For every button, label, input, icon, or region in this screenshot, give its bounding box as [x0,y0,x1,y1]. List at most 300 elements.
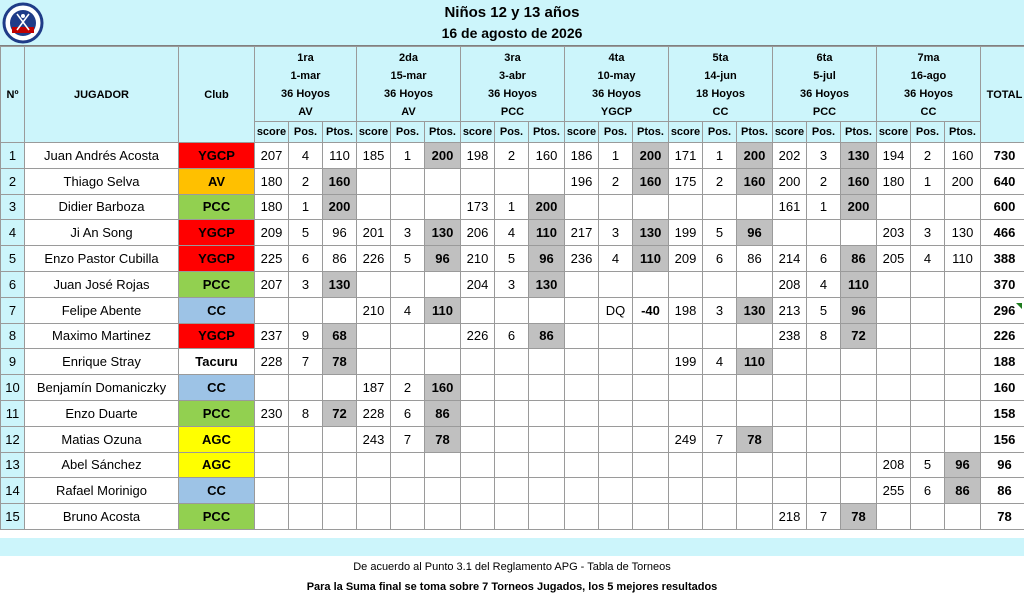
points-cell: 96 [841,297,877,323]
points-cell [633,400,669,426]
position-cell: 3 [391,220,425,246]
score-cell [877,297,911,323]
score-cell [877,194,911,220]
points-cell [633,478,669,504]
points-cell: 96 [323,220,357,246]
row-number: 1 [1,143,25,169]
score-subheader: score [255,122,289,143]
club-badge: YGCP [179,246,255,272]
position-cell: 3 [911,220,945,246]
position-cell [289,504,323,530]
points-cell [633,323,669,349]
tournament-date: 10-may [597,70,636,82]
points-cell [841,375,877,401]
score-cell: 236 [565,246,599,272]
points-cell [841,349,877,375]
position-cell [807,349,841,375]
position-cell: 6 [495,323,529,349]
score-cell: 249 [669,426,703,452]
position-cell [911,426,945,452]
table-row [1,400,1024,426]
table-row [1,246,1024,272]
row-number: 7 [1,297,25,323]
score-cell: 199 [669,349,703,375]
total-cell: 188 [981,349,1024,375]
position-cell: 2 [495,143,529,169]
footer-bar [0,538,1024,556]
tournament-holes: 36 Hoyos [384,88,433,100]
player-name: Maximo Martinez [25,323,179,349]
position-cell: 4 [495,220,529,246]
points-cell: 86 [529,323,565,349]
row-number: 5 [1,246,25,272]
score-cell [773,452,807,478]
score-cell [877,504,911,530]
score-cell: 206 [461,220,495,246]
score-cell [877,400,911,426]
score-cell: 237 [255,323,289,349]
position-cell: DQ [599,297,633,323]
position-cell [495,452,529,478]
tournament-date: 15-mar [390,70,427,82]
points-cell [529,400,565,426]
points-cell [737,504,773,530]
pos-subheader: Pos. [599,122,633,143]
score-cell [565,194,599,220]
points-cell: 78 [425,426,461,452]
points-cell [945,271,981,297]
position-cell: 2 [911,143,945,169]
total-cell: 156 [981,426,1024,452]
club-badge: CC [179,297,255,323]
score-cell [565,297,599,323]
player-name: Didier Barboza [25,194,179,220]
score-cell [255,426,289,452]
footer-rule: Para la Suma final se toma sobre 7 Torneos Jugados, los 5 mejores resultados [306,581,718,593]
tournament-date: 1-mar [290,70,321,82]
points-cell [945,504,981,530]
points-cell: 130 [945,220,981,246]
score-cell [357,349,391,375]
club-header: Club [179,47,255,143]
total-header: TOTAL [981,47,1024,143]
position-cell [495,349,529,375]
score-cell: 255 [877,478,911,504]
tournament-date: 3-abr [499,70,526,82]
title-bar [0,0,1024,46]
points-cell [945,400,981,426]
points-cell [323,375,357,401]
row-number: 12 [1,426,25,452]
club-badge: CC [179,375,255,401]
player-name: Bruno Acosta [25,504,179,530]
position-cell: 3 [807,143,841,169]
page-title: Niños 12 y 13 años [444,4,580,21]
points-cell: 68 [323,323,357,349]
points-cell: 110 [529,220,565,246]
table-row [1,323,1024,349]
position-cell [495,478,529,504]
position-cell [599,323,633,349]
score-cell: 187 [357,375,391,401]
player-name: Felipe Abente [25,297,179,323]
points-cell [425,194,461,220]
score-cell: 226 [357,246,391,272]
tournament-holes: 36 Hoyos [281,88,330,100]
score-cell [461,400,495,426]
points-cell [425,478,461,504]
points-cell: 160 [529,143,565,169]
position-cell: 8 [289,400,323,426]
score-cell [669,375,703,401]
points-cell [425,323,461,349]
points-cell [633,375,669,401]
club-badge: PCC [179,504,255,530]
club-badge: PCC [179,194,255,220]
score-cell [877,323,911,349]
position-cell: 4 [911,246,945,272]
player-name: Benjamín Domaniczky [25,375,179,401]
points-cell [633,349,669,375]
score-cell [565,426,599,452]
position-cell: 4 [703,349,737,375]
position-cell: 1 [391,143,425,169]
position-cell [911,349,945,375]
score-cell [669,504,703,530]
table-row [1,349,1024,375]
tournament-holes: 36 Hoyos [904,88,953,100]
table-row [1,478,1024,504]
club-badge: YGCP [179,220,255,246]
position-cell: 3 [599,220,633,246]
score-cell [357,194,391,220]
score-cell: 209 [255,220,289,246]
points-cell: 86 [737,246,773,272]
tournament-venue: PCC [812,106,837,118]
score-cell [565,452,599,478]
points-cell [323,478,357,504]
score-cell [255,504,289,530]
score-cell [773,426,807,452]
points-cell [529,349,565,375]
position-cell [807,220,841,246]
points-cell [945,426,981,452]
tournament-header [461,47,565,122]
points-cell [529,375,565,401]
score-cell [461,504,495,530]
position-cell [911,504,945,530]
tournament-venue: AV [401,106,416,118]
position-cell [391,478,425,504]
row-number: 9 [1,349,25,375]
position-cell: 5 [495,246,529,272]
score-cell [773,349,807,375]
score-cell: 228 [255,349,289,375]
score-cell [255,478,289,504]
tournament-ord: 2da [399,52,418,64]
points-cell [841,478,877,504]
position-cell [911,323,945,349]
score-cell [669,194,703,220]
score-cell [357,323,391,349]
points-cell [425,271,461,297]
score-cell [877,375,911,401]
score-cell: 208 [877,452,911,478]
score-cell: 173 [461,194,495,220]
position-cell: 4 [391,297,425,323]
score-cell [461,478,495,504]
score-cell [669,400,703,426]
points-cell: 96 [737,220,773,246]
tournament-ord: 6ta [816,52,833,64]
player-name: Ji An Song [25,220,179,246]
position-cell [807,426,841,452]
points-cell: 200 [425,143,461,169]
score-cell [357,168,391,194]
points-cell: 130 [529,271,565,297]
total-cell: 158 [981,400,1024,426]
position-cell [807,375,841,401]
position-cell [911,400,945,426]
position-cell: 6 [703,246,737,272]
points-cell [737,452,773,478]
points-cell [737,478,773,504]
score-cell: 228 [357,400,391,426]
score-cell [461,168,495,194]
score-cell [565,375,599,401]
position-cell [391,168,425,194]
position-cell [599,271,633,297]
position-cell [391,504,425,530]
position-cell [495,297,529,323]
score-cell [669,452,703,478]
player-name: Juan Andrés Acosta [25,143,179,169]
score-subheader: score [461,122,495,143]
score-cell: 208 [773,271,807,297]
points-cell: 96 [945,452,981,478]
score-cell: 204 [461,271,495,297]
tournament-venue: YGCP [600,106,633,118]
total-cell: 160 [981,375,1024,401]
points-cell [529,426,565,452]
score-cell: 201 [357,220,391,246]
position-cell [289,375,323,401]
page-date: 16 de agosto de 2026 [441,25,583,41]
points-cell [323,426,357,452]
table-row [1,452,1024,478]
score-cell [461,349,495,375]
total-cell: 388 [981,246,1024,272]
position-cell [807,400,841,426]
position-cell [599,194,633,220]
tournament-venue: CC [712,106,729,118]
score-cell [877,349,911,375]
header-row [1,47,1024,122]
score-cell [669,323,703,349]
position-cell [703,452,737,478]
position-cell [495,400,529,426]
position-cell: 4 [807,271,841,297]
row-number: 14 [1,478,25,504]
score-cell: 202 [773,143,807,169]
position-cell: 5 [703,220,737,246]
pos-subheader: Pos. [703,122,737,143]
points-cell: 96 [529,246,565,272]
points-cell [737,323,773,349]
score-subheader: score [669,122,703,143]
score-cell [877,271,911,297]
points-cell [737,271,773,297]
points-cell [737,400,773,426]
table-row [1,168,1024,194]
footer-note: De acuerdo al Punto 3.1 del Reglamento APG - Tabla de Torneos [353,561,671,573]
position-cell: 7 [807,504,841,530]
position-cell [807,452,841,478]
points-cell [425,349,461,375]
points-cell [737,194,773,220]
pos-subheader: Pos. [911,122,945,143]
results-table [0,46,1024,530]
points-cell: 86 [425,400,461,426]
points-cell [633,452,669,478]
position-cell [911,297,945,323]
player-name: Abel Sánchez [25,452,179,478]
score-cell: 194 [877,143,911,169]
points-cell: 160 [323,168,357,194]
total-cell: 96 [981,452,1024,478]
points-cell [323,504,357,530]
row-number: 10 [1,375,25,401]
total-cell: 78 [981,504,1024,530]
points-cell: 110 [633,246,669,272]
position-cell: 5 [807,297,841,323]
total-cell: 86 [981,478,1024,504]
position-cell [391,271,425,297]
score-cell: 205 [877,246,911,272]
points-cell: 130 [841,143,877,169]
tournament-ord: 5ta [712,52,729,64]
points-cell: 72 [323,400,357,426]
position-cell [495,504,529,530]
score-subheader: score [357,122,391,143]
position-cell: 2 [599,168,633,194]
pos-subheader: Pos. [391,122,425,143]
club-badge: AGC [179,426,255,452]
position-cell [495,375,529,401]
points-cell: 200 [737,143,773,169]
points-cell: 200 [633,143,669,169]
score-cell: 238 [773,323,807,349]
points-cell [633,504,669,530]
position-cell: 1 [807,194,841,220]
pts-subheader: Ptos. [841,122,877,143]
pts-subheader: Ptos. [945,122,981,143]
tournament-holes: 36 Hoyos [488,88,537,100]
tournament-venue: CC [920,106,937,118]
club-badge: AV [179,168,255,194]
score-cell: 225 [255,246,289,272]
score-cell: 218 [773,504,807,530]
points-cell: 96 [425,246,461,272]
pts-subheader: Ptos. [737,122,773,143]
score-cell [565,271,599,297]
score-cell: 210 [461,246,495,272]
table-row [1,271,1024,297]
score-cell: 198 [669,297,703,323]
points-cell [633,271,669,297]
score-cell [565,504,599,530]
score-cell [357,478,391,504]
total-cell: 600 [981,194,1024,220]
score-cell [357,452,391,478]
points-cell [841,220,877,246]
player-name: Juan José Rojas [25,271,179,297]
position-cell: 4 [289,143,323,169]
score-cell [255,297,289,323]
position-cell: 8 [807,323,841,349]
position-cell: 1 [495,194,529,220]
position-cell: 7 [703,426,737,452]
points-cell [529,478,565,504]
score-cell [461,375,495,401]
position-cell [703,400,737,426]
score-cell: 180 [877,168,911,194]
score-cell: 230 [255,400,289,426]
row-number: 8 [1,323,25,349]
tournament-holes: 36 Hoyos [592,88,641,100]
pts-subheader: Ptos. [323,122,357,143]
position-cell [911,375,945,401]
total-cell: 730 [981,143,1024,169]
tournament-ord: 4ta [608,52,625,64]
player-name: Thiago Selva [25,168,179,194]
points-cell [323,452,357,478]
position-cell [289,297,323,323]
points-cell [841,400,877,426]
score-subheader: score [877,122,911,143]
score-cell [255,452,289,478]
total-cell: 466 [981,220,1024,246]
score-cell [877,426,911,452]
position-cell [599,375,633,401]
tournament-venue: PCC [500,106,525,118]
position-cell: 3 [703,297,737,323]
position-cell: 6 [807,246,841,272]
position-cell: 1 [289,194,323,220]
position-cell: 5 [391,246,425,272]
score-cell: 185 [357,143,391,169]
total-cell: 296 [981,297,1024,323]
position-cell [703,375,737,401]
table-row [1,375,1024,401]
score-cell: 210 [357,297,391,323]
position-cell: 1 [911,168,945,194]
points-cell: 78 [737,426,773,452]
table-row [1,426,1024,452]
points-cell [633,194,669,220]
position-cell: 3 [289,271,323,297]
position-cell: 4 [599,246,633,272]
position-cell: 2 [289,168,323,194]
points-cell [945,194,981,220]
total-cell: 370 [981,271,1024,297]
score-cell: 209 [669,246,703,272]
position-cell: 2 [391,375,425,401]
score-cell: 217 [565,220,599,246]
position-cell [391,452,425,478]
player-name: Enzo Duarte [25,400,179,426]
points-cell: 200 [529,194,565,220]
